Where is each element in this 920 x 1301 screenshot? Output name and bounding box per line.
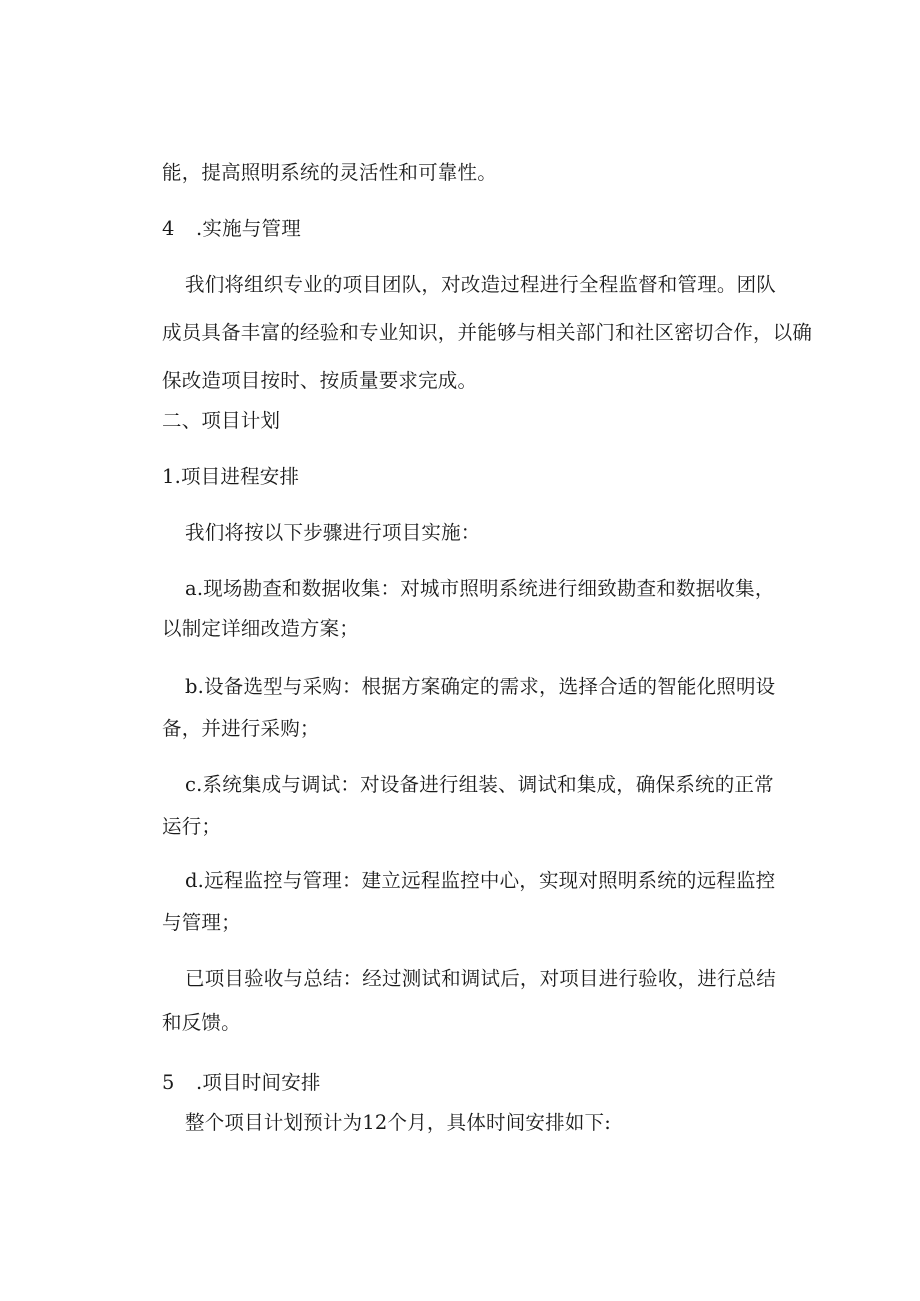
heading-text: .项目时间安排: [196, 1071, 321, 1094]
list-item-c-cont: 运行；: [162, 815, 222, 838]
section-heading-4: [162, 212, 802, 246]
list-item-a-cont: 以制定详细改造方案；: [162, 617, 360, 640]
list-item-e: 已项目验收与总结：经过测试和调试后，对项目进行验收，进行总结: [185, 967, 777, 990]
heading-text: .实施与管理: [196, 217, 301, 240]
list-item-a: a.现场勘查和数据收集：对城市照明系统进行细致勘查和数据收集，: [185, 577, 775, 600]
list-item-c: c.系统集成与调试：对设备进行组装、调试和集成，确保系统的正常: [185, 773, 774, 796]
list-item-d: d.远程监控与管理：建立远程监控中心，实现对照明系统的远程监控: [185, 869, 776, 892]
heading-number: 5: [162, 1071, 175, 1094]
paragraph-line: 成员具备丰富的经验和专业知识，并能够与相关部门和社区密切合作，以确: [162, 321, 813, 344]
paragraph-line: 保改造项目按时、按质量要求完成。: [162, 369, 478, 392]
subsection-heading-1: 1.项目进程安排: [162, 465, 300, 488]
list-item-e-cont: 和反馈。: [162, 1011, 241, 1034]
list-item-d-cont: 与管理；: [162, 911, 241, 934]
section-heading-2: 二、项目计划: [162, 409, 281, 432]
section-heading-5: [162, 1066, 802, 1100]
paragraph-line: 我们将按以下步骤进行项目实施：: [185, 521, 481, 544]
paragraph-line: 我们将组织专业的项目团队，对改造过程进行全程监督和管理。团队: [185, 273, 777, 296]
heading-number: 4: [162, 217, 175, 240]
list-item-b-cont: 备，并进行采购；: [162, 717, 320, 740]
list-item-b: b.设备选型与采购：根据方案确定的需求，选择合适的智能化照明设: [185, 675, 776, 698]
paragraph-line: 整个项目计划预计为12个月，具体时间安排如下:: [185, 1111, 611, 1134]
paragraph-line: 能，提高照明系统的灵活性和可靠性。: [162, 161, 497, 184]
